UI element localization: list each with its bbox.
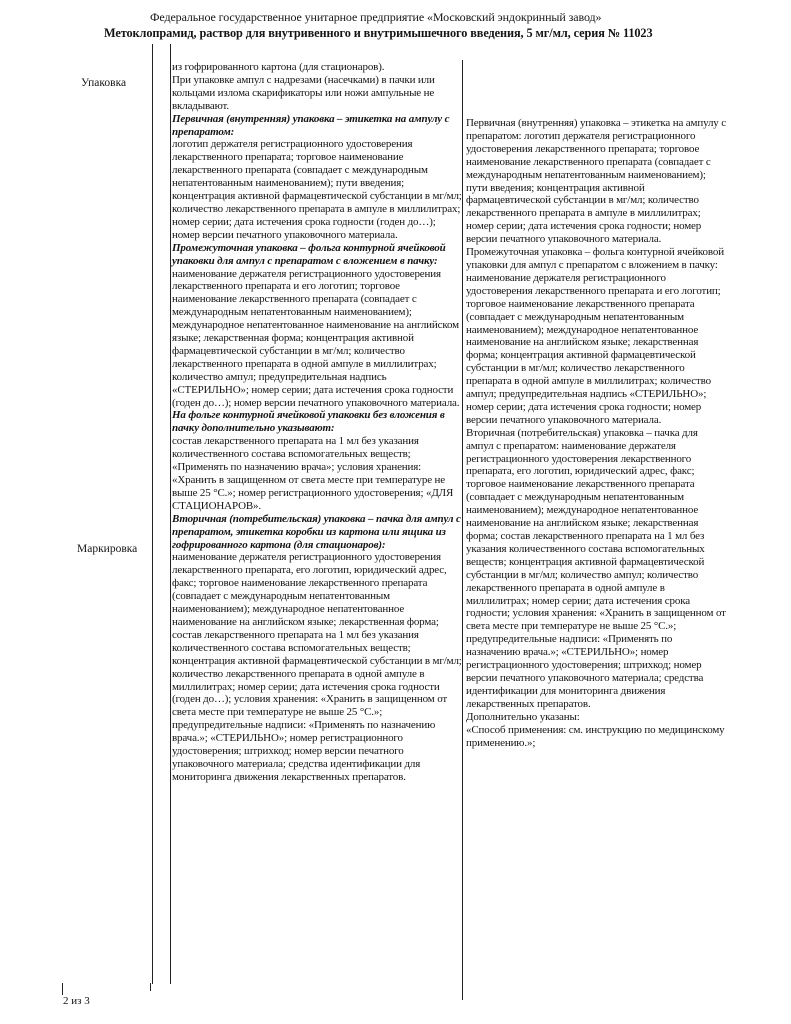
section-heading: Первичная (внутренняя) упаковка – этикетка на ампулу с препаратом:: [172, 112, 450, 138]
row-label-packaging: Упаковка: [81, 77, 127, 89]
paragraph: «Способ применения: см. инструкцию по медицинскому применению.»;: [466, 723, 725, 749]
row-label-marking: Маркировка: [77, 543, 138, 555]
section-heading: Вторичная (потребительская) упаковка – пачка для ампул с препаратом, этикетка коробки из картона или ящика из гофрированного картона (для стационаров):: [172, 512, 461, 551]
table-left-border: [152, 44, 153, 984]
table-column-divider-1: [170, 44, 171, 984]
page-number: 2 из 3: [63, 995, 90, 1007]
current-text-column: [172, 61, 462, 784]
document-header-company: Федеральное государственное унитарное предприятие «Московский эндокринный завод»: [150, 10, 602, 24]
paragraph: Первичная (внутренняя) упаковка – этикетка на ампулу с препаратом: логотип держателя регистрационного удостоверения лекарственного препарата; торговое наименование лекарственного препарата (совпадает с международным непатентованным наименованием); пути введения; концентрация активной фармацевтической субстанции в мг/мл; количество лекарственного препарата в ампуле в миллилитрах; номер серии; дата истечения срока годности; номер версии печатного упаковочного материала.: [466, 117, 726, 246]
paragraph: наименование держателя регистрационного удостоверения лекарственного препарата, его логотип, юридический адрес, факс; торговое наименование лекарственного препарата (совпадает с международным непатентованным наименованием); международное непатентованное наименование на английском языке; лекарственная форма; состав лекарственного препарата на 1 мл без указания количественного состава вспомогательных веществ; концентрация активной фармацевтической субстанции в мг/мл; количество лекарственного препарата в одной ампуле в миллилитрах; номер серии; дата истечения срока годности (годен до…); условия хранения: «Хранить в защищенном от света месте при температуре не выше 25 °С.»; предупредительные надписи: «Применять по назначению врача.»; «СТЕРИЛЬНО»; номер регистрационного удостоверения; штрихкод; номер версии печатного упаковочного материала; средства идентификации для мониторинга движения лекарственных препаратов.: [172, 551, 462, 783]
paragraph: наименование держателя регистрационного удостоверения лекарственного препарата и его логотип; торговое наименование лекарственного препарата (совпадает с международным непатентованным наименованием); международное непатентованное наименование на английском языке; лекарственная форма; концентрация активной фармацевтической субстанции в мг/мл; количество лекарственного препарата в одной ампуле в миллилитрах; количество ампул; предупредительная надпись «СТЕРИЛЬНО»; номер серии; дата истечения срока годности (годен до…); номер версии печатного упаковочного материала.: [172, 267, 460, 409]
document-header-product: Метоклопрамид, раствор для внутривенного и внутримышечного введения, 5 мг/мл, серия № 11023: [104, 26, 653, 40]
section-heading: На фольге контурной ячейковой упаковки без вложения в пачку дополнительно указывают:: [172, 409, 445, 435]
paragraph: При упаковке ампул с надрезами (насечками) в пачки или кольцами излома скарификаторы или ножи ампульные не вкладывают.: [172, 73, 435, 112]
paragraph: состав лекарственного препарата на 1 мл без указания количественного состава вспомогательных веществ; «Применять по назначению врача»; условия хранения: «Хранить в защищенном от света месте при температуре не выше 25 °С.»; номер регистрационного удостоверения; «ДЛЯ СТАЦИОНАРОВ».: [172, 435, 454, 512]
proposed-text-column: [466, 117, 726, 749]
paragraph: Промежуточная упаковка – фольга контурной ячейковой упаковки для ампул с препаратом с вложением в пачку: наименование держателя регистрационного удостоверения лекарственного препарата и его логотип; торговое наименование лекарственного препарата (совпадает с международным непатентованным наименованием); международное непатентованное наименование на английском языке; лекарственная форма; концентрация активной фармацевтической субстанции в мг/мл; количество лекарственного препарата в одной ампуле в миллилитрах; количество ампул; предупредительная надпись «СТЕРИЛЬНО»; номер серии; дата истечения срока годности; номер версии печатного упаковочного материала.: [466, 246, 724, 426]
section-heading: Промежуточная упаковка – фольга контурной ячейковой упаковки для ампул с препаратом с вложением в пачку:: [172, 241, 446, 267]
paragraph: Вторичная (потребительская) упаковка – пачка для ампул с препаратом: наименование держателя регистрационного удостоверения лекарственного препарата, его логотип, юридический адрес, факс; торговое наименование лекарственного препарата (совпадает с международным непатентованным наименованием); международное непатентованное наименование на английском языке; лекарственная форма; состав лекарственного препарата на 1 мл без указания количественного состава вспомогательных веществ; концентрация активной фармацевтической субстанции в мг/мл; количество ампул; количество лекарственного препарата в одной ампуле в миллилитрах; номер серии; дата истечения срока годности; условия хранения: «Хранить в защищенном от света месте при температуре не выше 25 °С.»; предупредительные надписи: «Применять по назначению врача.»; «СТЕРИЛЬНО»; номер регистрационного удостоверения; штрихкод; номер версии печатного упаковочного материала; средства идентификации для мониторинга движения лекарственных препаратов.: [466, 426, 726, 710]
paragraph: Дополнительно указаны:: [466, 710, 580, 723]
paragraph: из гофрированного картона (для стационаров).: [172, 61, 385, 73]
scan-mark: [150, 983, 151, 991]
paragraph: логотип держателя регистрационного удостоверения лекарственного препарата; торговое наименование лекарственного препарата (совпадает с международным непатентованным наименованием); пути введения; концентрация активной фармацевтической субстанции в мг/мл; количество лекарственного препарата в ампуле в миллилитрах; номер серии; дата истечения срока годности (годен до…); номер версии печатного упаковочного материала.: [172, 138, 462, 241]
table-column-divider-2: [462, 60, 463, 1000]
